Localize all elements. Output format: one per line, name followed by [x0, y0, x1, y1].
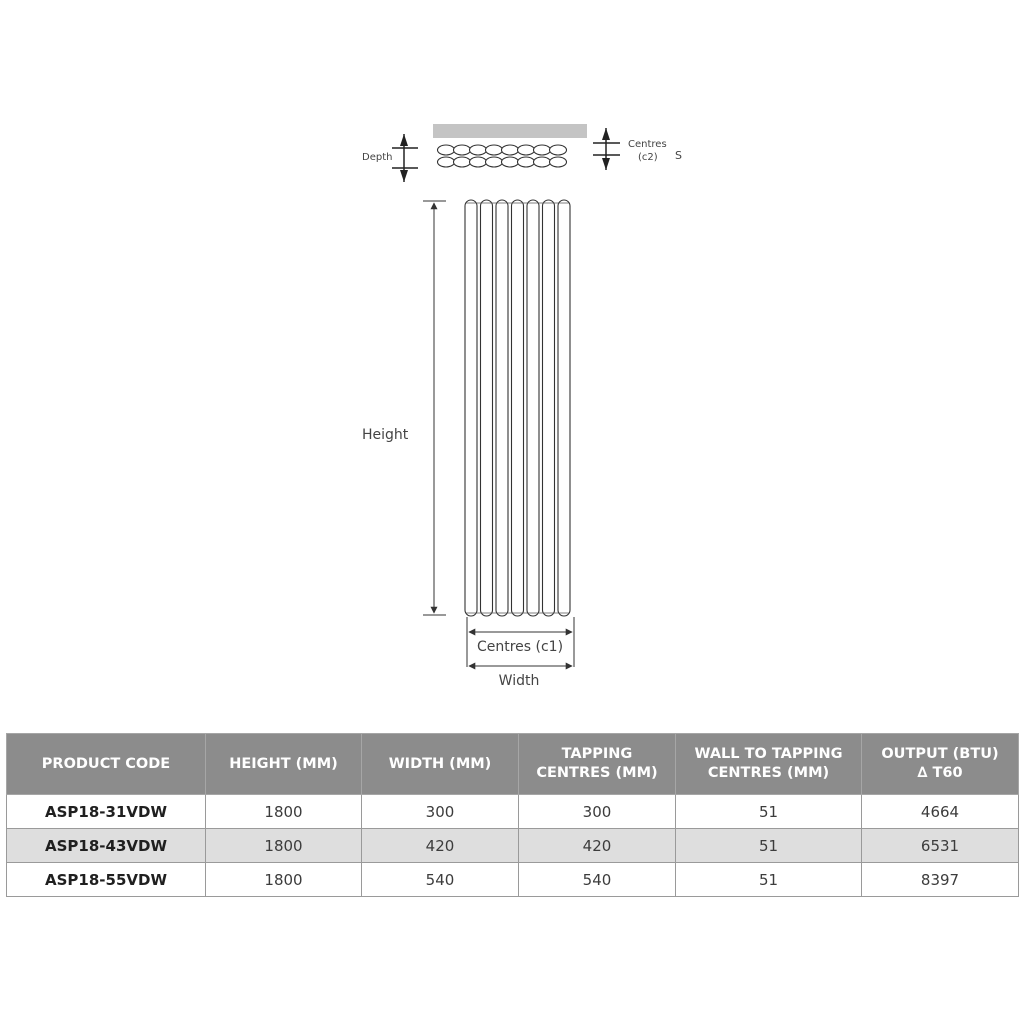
top-tube [534, 157, 551, 167]
cell-width: 540 [362, 863, 519, 897]
top-tube [550, 145, 567, 155]
cell-wall-to-tapping: 51 [676, 863, 862, 897]
top-tube [550, 157, 567, 167]
cell-tapping-centres: 300 [519, 795, 676, 829]
top-tube [470, 157, 487, 167]
cell-height: 1800 [206, 795, 362, 829]
table-header-row [7, 734, 1019, 795]
front-tube [543, 200, 555, 616]
table-row [7, 829, 1019, 863]
top-tube [502, 157, 519, 167]
centres-c2-indicator [593, 128, 620, 170]
height-label: Height [362, 427, 409, 443]
table-row [7, 863, 1019, 897]
cell-output: 6531 [862, 829, 1019, 863]
top-view-tubes [438, 145, 567, 167]
depth-indicator [392, 134, 418, 182]
cell-height: 1800 [206, 829, 362, 863]
centres-c2-label-line2: (c2) [638, 152, 658, 163]
height-dimension [423, 201, 446, 615]
width-label: Width [498, 673, 540, 689]
header-width: WIDTH (MM) [362, 734, 519, 795]
top-tube [534, 145, 551, 155]
cell-height: 1800 [206, 863, 362, 897]
cell-tapping-centres: 420 [519, 829, 676, 863]
front-tube [496, 200, 508, 616]
cell-product-code: ASP18-55VDW [7, 863, 206, 897]
cell-wall-to-tapping: 51 [676, 829, 862, 863]
side-mark-label: S [675, 149, 682, 162]
cell-wall-to-tapping: 51 [676, 795, 862, 829]
cell-product-code: ASP18-31VDW [7, 795, 206, 829]
front-tube [481, 200, 493, 616]
front-view-tubes [465, 200, 570, 616]
top-tube [438, 157, 455, 167]
front-tube [527, 200, 539, 616]
top-tube [454, 145, 471, 155]
cell-tapping-centres: 540 [519, 863, 676, 897]
top-tube [438, 145, 455, 155]
top-tube [502, 145, 519, 155]
cell-output: 8397 [862, 863, 1019, 897]
cell-output: 4664 [862, 795, 1019, 829]
top-tube [470, 145, 487, 155]
top-tube [454, 157, 471, 167]
header-product-code: PRODUCT CODE [7, 734, 206, 795]
header-height: HEIGHT (MM) [206, 734, 362, 795]
front-tube [558, 200, 570, 616]
header-wall-to-tapping: WALL TO TAPPING CENTRES (MM) [676, 734, 862, 795]
wall-plate [433, 124, 587, 138]
top-tube [486, 157, 503, 167]
cell-width: 420 [362, 829, 519, 863]
top-tube [518, 145, 535, 155]
centres-c2-label-line1: Centres [628, 139, 667, 150]
table-row [7, 795, 1019, 829]
front-tube [512, 200, 524, 616]
top-tube [518, 157, 535, 167]
cell-product-code: ASP18-43VDW [7, 829, 206, 863]
specification-table [6, 733, 1019, 897]
depth-label: Depth [362, 152, 393, 163]
cell-width: 300 [362, 795, 519, 829]
header-tapping-centres: TAPPING CENTRES (MM) [519, 734, 676, 795]
centres-c1-label: Centres (c1) [476, 639, 564, 655]
front-tube [465, 200, 477, 616]
header-output: OUTPUT (BTU) ∆ T60 [862, 734, 1019, 795]
top-tube [486, 145, 503, 155]
